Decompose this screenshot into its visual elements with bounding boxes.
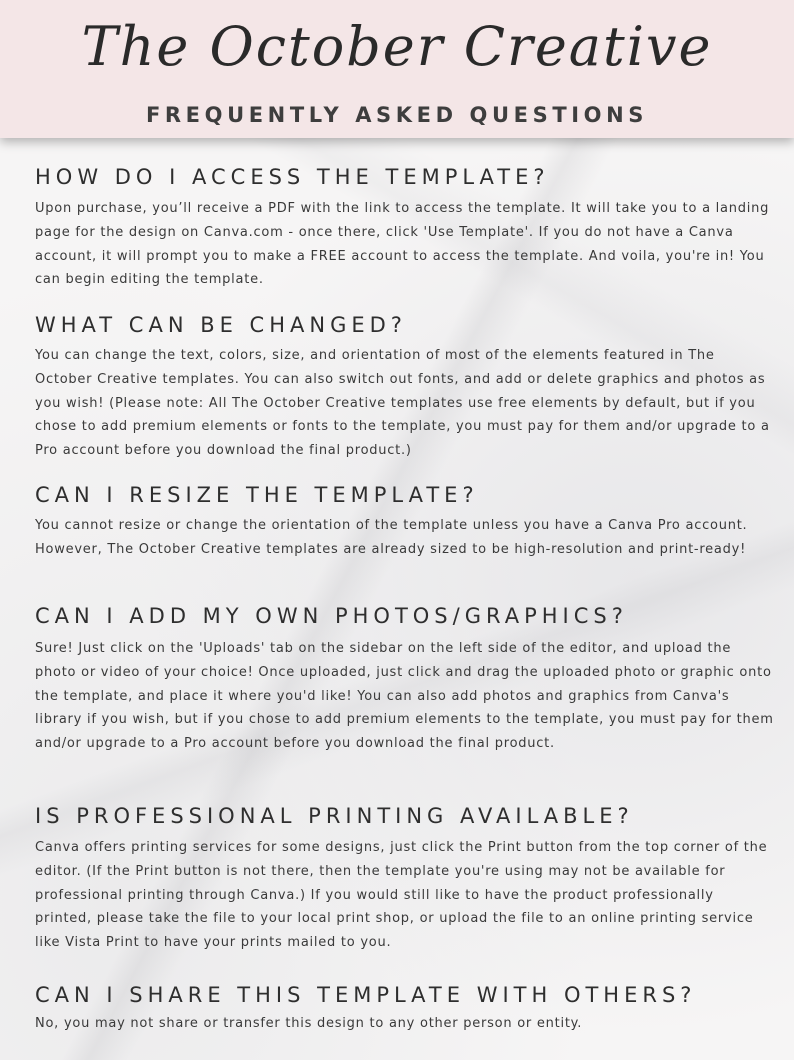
faq-question-photos: CAN I ADD MY OWN PHOTOS/GRAPHICS? xyxy=(35,604,628,628)
faq-question-changes: WHAT CAN BE CHANGED? xyxy=(35,313,407,337)
faq-answer-printing: Canva offers printing services for some designs, just click the Print button from the top corner of the editor. (If the Print button is not there, then the template you're using may not be available for professional printing through Canva.) If you would still like to have the product professionally printed, please take the file to your local print shop, or upload the file to an online printing service like Vista Print to have your prints mailed to you. xyxy=(35,840,768,951)
faq-answer-sharing: No, you may not share or transfer this design to any other person or entity. xyxy=(35,1016,583,1031)
faq-answer-photos: Sure! Just click on the 'Uploads' tab on the sidebar on the left side of the editor, and upload the photo or video of your choice! Once uploaded, just click and drag the uploaded photo or graphic onto the template, and place it where you'd like! You can also add photos and graphics from Canva's library if you wish, but if you chose to add premium elements to the template, you must pay for them and/or upgrade to a Pro account before you download the final product. xyxy=(35,641,774,752)
faq-question-sharing: CAN I SHARE THIS TEMPLATE WITH OTHERS? xyxy=(35,983,697,1007)
page-title: FREQUENTLY ASKED QUESTIONS xyxy=(145,103,649,127)
brand-logo-script: The October Creative xyxy=(81,15,713,78)
faq-answer-access: Upon purchase, you’ll receive a PDF with the link to access the template. It will take you to a landing page for the design on Canva.com - once there, click 'Use Template'. If you do not have a Canva account, it will prompt you to make a FREE account to access the template. And voila, you're in! You can begin editing the template. xyxy=(35,201,770,288)
faq-question-printing: IS PROFESSIONAL PRINTING AVAILABLE? xyxy=(35,804,634,828)
faq-answer-resize: You cannot resize or change the orientation of the template unless you have a Canva Pro account. However, The October Creative templates are already sized to be high-resolution and print-ready! xyxy=(35,518,748,557)
faq-answer-changes: You can change the text, colors, size, and orientation of most of the elements featured in The October Creative templates. You can also switch out fonts, and add or delete graphics and photos as you wish! (Please note: All The October Creative templates use free elements by default, but if you chose to add premium elements or fonts to the template, you must pay for them and/or upgrade to a Pro account before you download the final product.) xyxy=(35,348,770,459)
faq-question-resize: CAN I RESIZE THE TEMPLATE? xyxy=(35,483,479,507)
faq-question-access: HOW DO I ACCESS THE TEMPLATE? xyxy=(35,165,550,189)
header-banner xyxy=(0,0,794,138)
